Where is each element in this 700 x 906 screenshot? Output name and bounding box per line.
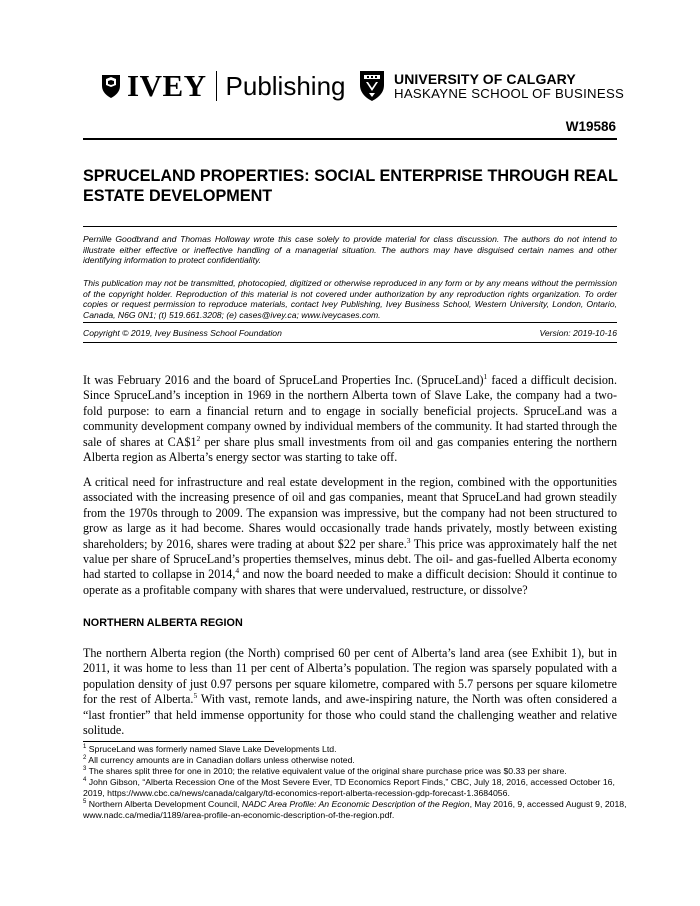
footnote [83,777,628,798]
copyright-divider [83,342,617,343]
footnote-number: 4 [83,777,87,784]
footnote-text: Northern Alberta Development Council, [88,799,242,809]
copyright-row [83,328,617,338]
paragraph-text: The northern Alberta region (the North) comprised 60 per cent of Alberta’s land area (see Exhibit 1), but in 2011, it was home to less than 11 per cent of Alberta’s population. The region was sparsely populated with a population density of just 0.97 persons per square kilometre, compared with 5.7 persons per square kilometre for the rest of Alberta. [83,646,617,707]
footnote-ref: 3 [406,535,411,545]
ivey-publishing-logo [101,69,346,103]
version-text: Version: 2019-10-16 [539,328,617,338]
university-name: UNIVERSITY OF CALGARY [394,70,576,87]
paragraph-northern-alberta [83,646,617,738]
footnote-text: , May 2016, 9, accessed August 9, 2018, www.nadc.ca/media/1189/area-profile-an-economic-description-of-the-region.pdf. [83,799,627,820]
ivey-wordmark: IVEY [127,68,207,103]
paragraph-text: and now the board needed to make a difficult decision: Should it continue to operate as a profitable company with shares that were undervalued, restructure, or dissolve? [83,567,617,597]
paragraph-text: With vast, remote lands, and awe-inspiring nature, the North was often considered a “last frontier” that held immense opportunity for those who could stand the challenging weather and relative solitude. [83,692,618,738]
footnote-ref: 1 [483,371,488,381]
logo-separator [216,71,217,101]
footnote-divider [83,741,274,742]
paragraph-text: This price was approximately half the net value per share of SpruceLand’s properties themselves, minus debt. The oil- and gas-fuelled Alberta economy had started to collapse in 2014, [83,536,617,582]
copyright-text: Copyright © 2019, Ivey Business School Foundation [83,328,282,338]
footnote-number: 2 [83,755,87,762]
header-divider [83,138,617,140]
case-title: SPRUCELAND PROPERTIES: SOCIAL ENTERPRISE THROUGH REAL ESTATE DEVELOPMENT [83,167,618,205]
paragraph-growth [83,475,617,598]
paragraph-intro [83,373,617,465]
reproduction-notice: This publication may not be transmitted, photocopied, digitized or otherwise reproduced in any form or by any means without the permission of the copyright holder. Reproduction of this material is not covered under authorization by any reproduction rights organization. To order copies or request permission to reproduce materials, contact Ivey Publishing, Ivey Business School, Western University, London, Ontario, Canada, N6G 0N1; (t) 519.661.3208; (e) cases@ivey.ca; www.iveycases.com. [83,278,617,320]
footnote-text: All currency amounts are in Canadian dollars unless otherwise noted. [88,755,355,765]
paragraph-text: It was February 2016 and the board of SpruceLand Properties Inc. (SpruceLand) [83,373,484,387]
university-of-calgary-logo [358,69,624,103]
case-number: W19586 [565,119,616,134]
notice-divider [83,322,617,323]
authors-notice: Pernille Goodbrand and Thomas Holloway wrote this case solely to provide material for class discussion. The authors do not intend to illustrate either effective or ineffective handling of a managerial situation. The authors may have disguised certain names and other identifying information to protect confidentiality. [83,234,617,265]
footnote-text: John Gibson, “Alberta Recession One of the Most Severe Ever, TD Economics Report Finds,” CBC, July 18, 2016, accessed October 16, 2019, https://www.cbc.ca/news/canada/calgary/td-economics-report-alberta-recession-gdp-forecast-1.3684056. [83,777,615,798]
footnote [83,799,628,820]
footnote-number: 5 [83,799,87,806]
section-heading: NORTHERN ALBERTA REGION [83,617,243,629]
footnote-number: 1 [83,744,87,751]
paragraph-text: A critical need for infrastructure and real estate development in the region, combined with the opportunities associated with the increasing presence of oil and gas companies, meant that SpruceLand had grown steadily from the 1970s through to 2009. The expansion was impressive, but the company had not been structured to grow as large as it had become. Shares would occasionally trade hands privately, mostly between existing shareholders; by 2016, shares were trading at about $22 per share. [83,475,617,551]
footnote-ref: 5 [193,691,198,701]
footnote-number: 3 [83,766,87,773]
publishing-wordmark: Publishing [225,71,346,101]
footnote-ref: 4 [235,566,240,576]
ivey-shield-icon [101,73,121,99]
footnote-title: NADC Area Profile: An Economic Description of the Region [241,799,470,809]
school-name: HASKAYNE SCHOOL OF BUSINESS [394,85,625,101]
footnote [83,755,628,766]
university-crest-icon [358,69,386,103]
footnote [83,744,628,755]
footnote-text: SpruceLand was formerly named Slave Lake Developments Ltd. [88,744,337,754]
footnote [83,766,628,777]
footnote-text: The shares split three for one in 2010; the relative equivalent value of the original share purchase price was $0.33 per share. [88,766,567,776]
paragraph-text: faced a difficult decision. Since SpruceLand’s inception in 1969 in the northern Alberta town of Slave Lake, the company had a two-fold purpose: to earn a financial return and to engage in socially beneficial projects. SpruceLand was a community development company owned by individual members of the community. It had started through the sale of shares at CA$1 [83,373,617,449]
footnote-ref: 2 [196,433,201,443]
paragraph-text: per share plus small investments from oil and gas companies entering the northern Alberta region as Alberta’s energy sector was starting to take off. [83,434,617,465]
title-divider [83,226,617,227]
